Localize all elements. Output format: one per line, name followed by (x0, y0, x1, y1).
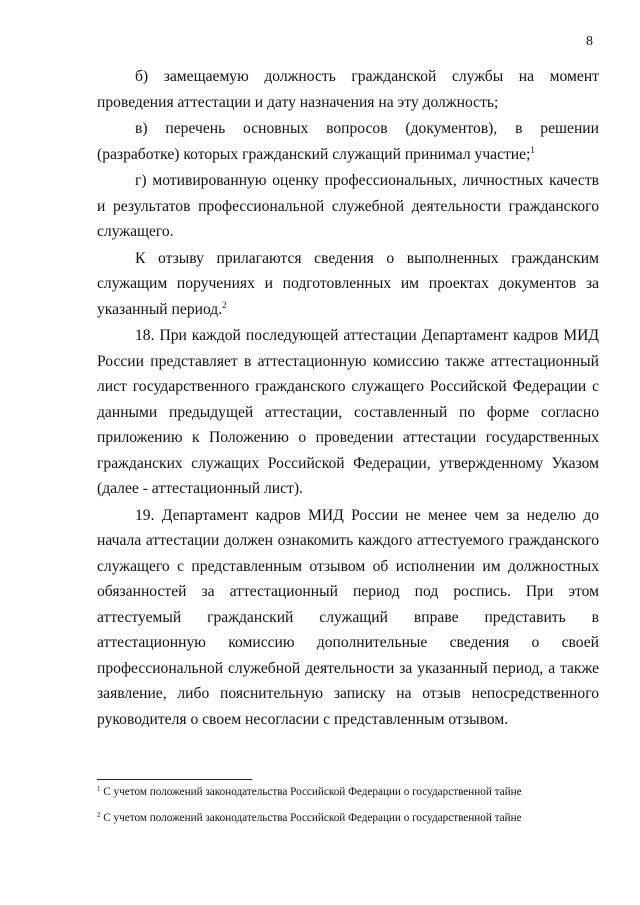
paragraph-text: К отзыву прилагаются сведения о выполненных гражданским служащим поручениях и подготовленных им проектах документов за указанный период. (97, 249, 599, 318)
footnote-text: С учетом положений законодательства Российской Федерации о государственной тайне (103, 812, 522, 824)
paragraph-19 (97, 503, 599, 733)
paragraph-b (97, 64, 599, 115)
footnote-marker: 2 (97, 811, 101, 819)
paragraph-text: г) мотивированную оценку профессиональных, личностных качеств и результатов профессиональной служебной деятельности гражданского служащего. (97, 172, 599, 240)
paragraph-text: в) перечень основных вопросов (документов), в решении (разработке) которых гражданский служащий принимал участие; (97, 120, 599, 163)
paragraph-text: б) замещаемую должность гражданской службы на момент проведения аттестации и дату назначения на эту должность; (97, 68, 599, 111)
footnote-2 (97, 811, 597, 825)
paragraph-18 (97, 323, 599, 502)
footnote-text: С учетом положений законодательства Российской Федерации о государственной тайне (103, 786, 522, 798)
paragraph-text: 19. Департамент кадров МИД России не менее чем за неделю до начала аттестации должен ознакомить каждого аттестуемого гражданского служащего с представленным отзывом об исполнении им должностных обязанностей за аттестационный период под роспись. При этом аттестуемый гражданский служащий вправе представить в аттестационную комиссию дополнительные сведения о своей профессиональной служебной деятельности за указанный период, а также заявление, либо пояснительную записку на отзыв непосредственного руководителя о своем несогласии с представленным отзывом. (97, 506, 599, 728)
paragraph-text: 18. При каждой последующей аттестации Департамент кадров МИД России представляет в аттестационную комиссию также аттестационный лист государственного гражданского служащего Российской Федерации с данными предыдущей аттестации, составленный по форме согласно приложению к Положению о проведении аттестации государственных гражданских служащих Российской Федерации, утвержденному Указом (далее - аттестационный лист). (97, 327, 599, 497)
page-number: 8 (586, 34, 593, 49)
footnote-ref: 1 (530, 144, 535, 155)
body-text (97, 64, 599, 733)
paragraph-v (97, 116, 599, 167)
paragraph-g (97, 168, 599, 245)
paragraph-attachments (97, 246, 599, 323)
footnotes (97, 785, 597, 837)
footnote-divider (97, 779, 252, 780)
footnote-marker: 1 (97, 785, 101, 793)
footnote-ref: 2 (222, 299, 227, 310)
footnote-1 (97, 785, 597, 799)
